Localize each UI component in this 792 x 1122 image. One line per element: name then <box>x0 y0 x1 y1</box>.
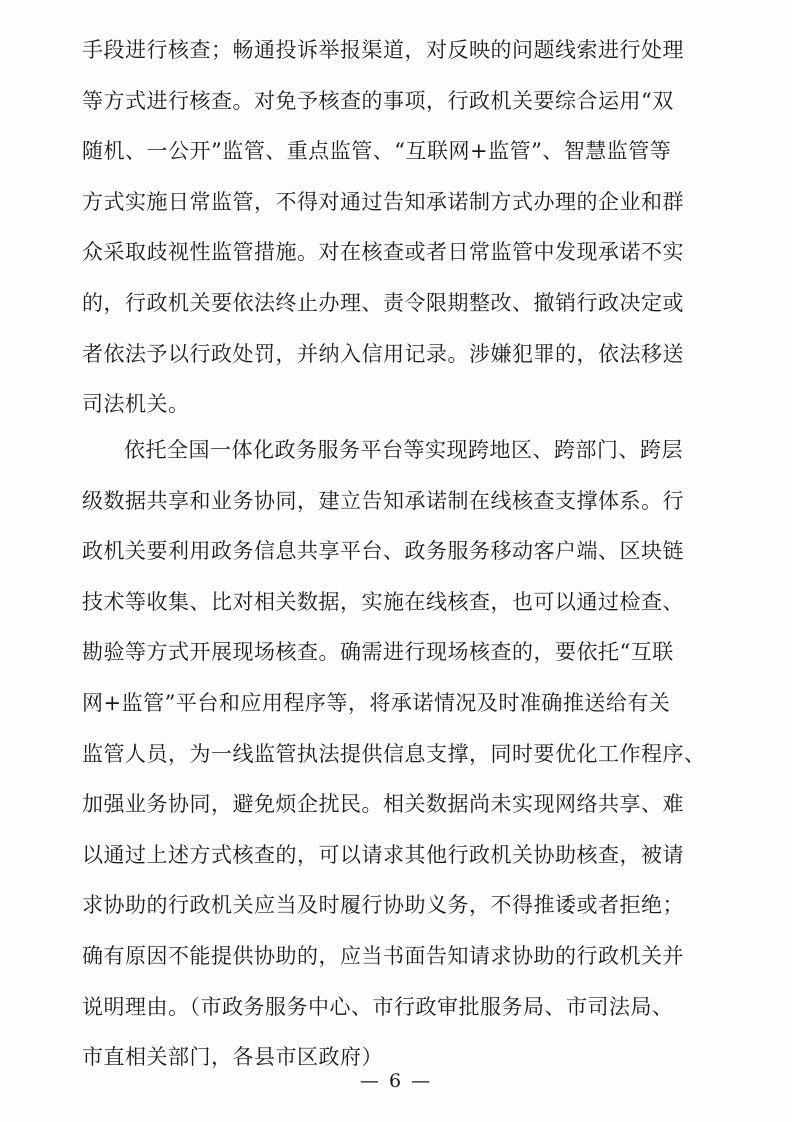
text-line: 以通过上述方式核查的，可以请求其他行政机关协助核查，被请 <box>82 842 684 867</box>
text-line: 说明理由。（市政务服务中心、市行政审批服务局、市司法局、 <box>82 994 674 1019</box>
text-line: 市直相关部门，各县市区政府） <box>82 1045 383 1070</box>
text-line: 技术等收集、比对相关数据，实施在线核查，也可以通过检查、 <box>82 589 684 614</box>
text-line: 方式实施日常监管，不得对通过告知承诺制方式办理的企业和群 <box>82 189 684 214</box>
text-line: 级数据共享和业务协同，建立告知承诺制在线核查支撑体系。行 <box>82 488 684 513</box>
paragraph-online-verification <box>82 440 722 1098</box>
text-line: 勘验等方式开展现场核查。确需进行现场核查的，要依托“互联 <box>82 640 674 665</box>
text-line: 随机、一公开”监管、重点监管、“互联网+监管”、智慧监管等 <box>82 139 672 164</box>
paragraph-verification-methods <box>82 40 722 445</box>
text-line: 等方式进行核查。对免予核查的事项，行政机关要综合运用“双 <box>82 88 674 113</box>
text-line: 确有原因不能提供协助的，应当书面告知请求协助的行政机关并 <box>82 943 684 968</box>
text-line: 众采取歧视性监管措施。对在核查或者日常监管中发现承诺不实 <box>82 240 684 265</box>
text-line: 政机关要利用政务信息共享平台、政务服务移动客户端、区块链 <box>82 539 684 564</box>
text-line: 依托全国一体化政务服务平台等实现跨地区、跨部门、跨层 <box>124 438 683 462</box>
page-number: — 6 — <box>359 1070 433 1092</box>
text-line: 司法机关。 <box>82 392 190 417</box>
text-line: 的，行政机关要依法终止办理、责令限期整改、撤销行政决定或 <box>82 290 684 315</box>
text-line: 者依法予以行政处罚，并纳入信用记录。涉嫌犯罪的，依法移送 <box>82 341 684 366</box>
text-line: 监管人员，为一线监管执法提供信息支撑，同时要优化工作程序、 <box>82 741 706 766</box>
text-line: 求协助的行政机关应当及时履行协助义务，不得推诿或者拒绝； <box>82 893 684 918</box>
text-line: 加强业务协同，避免烦企扰民。相关数据尚未实现网络共享、难 <box>82 792 684 817</box>
text-line: 手段进行核查；畅通投诉举报渠道，对反映的问题线索进行处理 <box>82 38 684 62</box>
text-line: 网+监管”平台和应用程序等，将承诺情况及时准确推送给有关 <box>82 690 671 715</box>
